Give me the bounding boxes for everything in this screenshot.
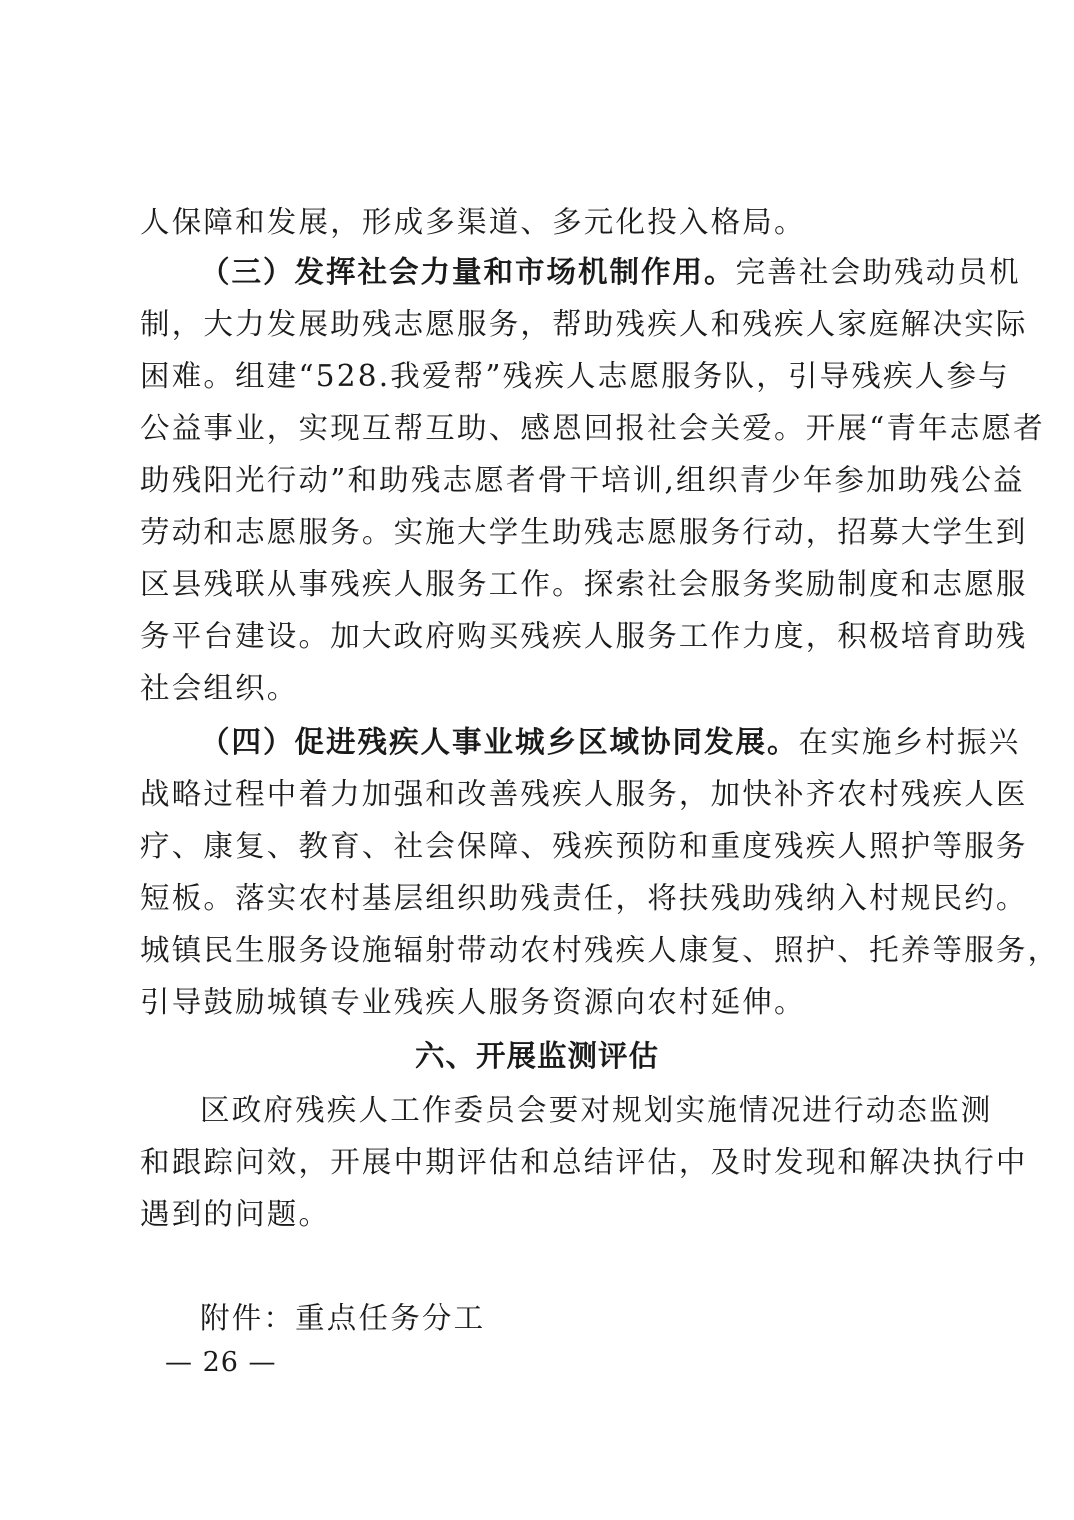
paragraph-line: 劳动和志愿服务。实施大学生助残志愿服务行动，招募大学生到 xyxy=(140,515,1028,549)
paragraph-3-heading: （三）发挥社会力量和市场机制作用。 xyxy=(200,255,736,289)
paragraph-line: 制，大力发展助残志愿服务，帮助残疾人和残疾人家庭解决实际 xyxy=(140,307,1028,341)
paragraph-3-first-line xyxy=(200,252,1021,292)
section-heading: 六、开展监测评估 xyxy=(414,1039,659,1073)
paragraph-line: 区县残联从事残疾人服务工作。探索社会服务奖励制度和志愿服 xyxy=(140,567,1028,601)
paragraph-4-first-line xyxy=(200,722,1021,762)
paragraph-4-first-line-text: 在实施乡村振兴 xyxy=(798,725,1021,759)
paragraph-line: 战略过程中着力加强和改善残疾人服务，加快补齐农村残疾人医 xyxy=(140,777,1028,811)
paragraph-line: 人保障和发展，形成多渠道、多元化投入格局。 xyxy=(140,205,806,239)
page-number: — 26 — xyxy=(165,1347,277,1378)
paragraph-line: 公益事业，实现互帮互助、感恩回报社会关爱。开展“青年志愿者 xyxy=(140,411,1045,445)
paragraph-line: 引导鼓励城镇专业残疾人服务资源向农村延伸。 xyxy=(140,985,806,1019)
paragraph-line: 困难。组建“528.我爱帮”残疾人志愿服务队，引导残疾人参与 xyxy=(140,359,1010,393)
paragraph-4-heading: （四）促进残疾人事业城乡区域协同发展。 xyxy=(200,725,799,759)
paragraph-line: 区政府残疾人工作委员会要对规划实施情况进行动态监测 xyxy=(200,1093,993,1127)
paragraph-line: 疗、康复、教育、社会保障、残疾预防和重度残疾人照护等服务 xyxy=(140,829,1028,863)
paragraph-line: 城镇民生服务设施辐射带动农村残疾人康复、照护、托养等服务， xyxy=(140,933,1060,967)
attachment-line: 附件：重点任务分工 xyxy=(200,1301,486,1335)
paragraph-line: 务平台建设。加大政府购买残疾人服务工作力度，积极培育助残 xyxy=(140,619,1028,653)
paragraph-line: 社会组织。 xyxy=(140,671,299,705)
paragraph-line: 遇到的问题。 xyxy=(140,1197,331,1231)
paragraph-3-first-line-text: 完善社会助残动员机 xyxy=(735,255,1021,289)
paragraph-line: 短板。落实农村基层组织助残责任，将扶残助残纳入村规民约。 xyxy=(140,881,1028,915)
paragraph-line: 和跟踪问效，开展中期评估和总结评估，及时发现和解决执行中 xyxy=(140,1145,1028,1179)
paragraph-line: 助残阳光行动”和助残志愿者骨干培训,组织青少年参加助残公益 xyxy=(140,463,1025,497)
